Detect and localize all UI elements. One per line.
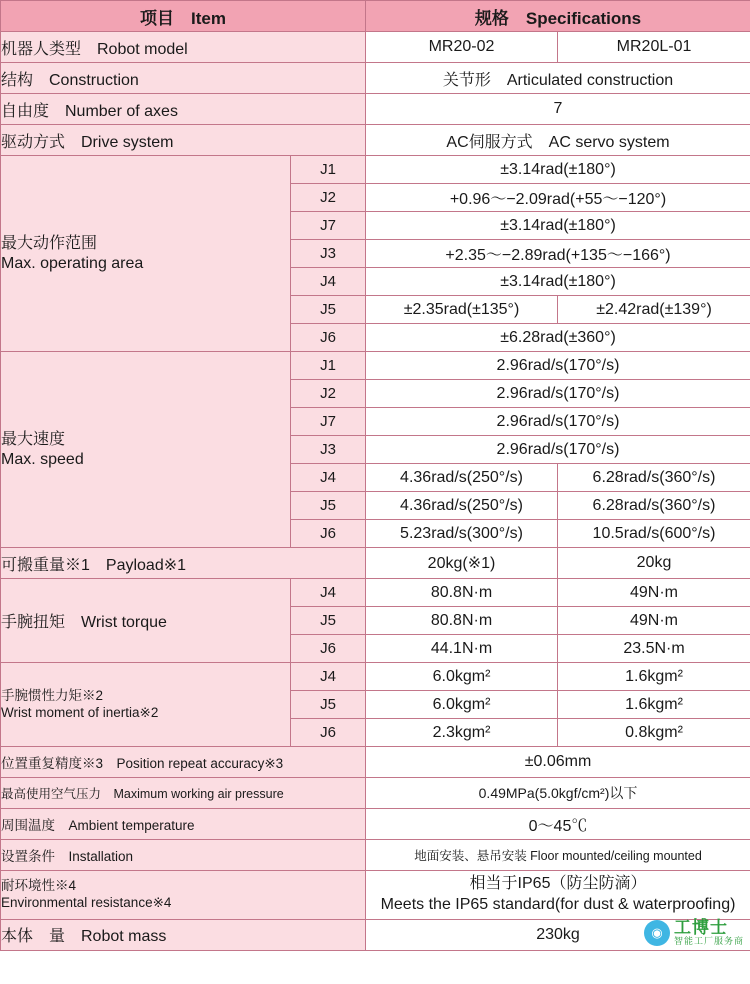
operating-area-value: ±3.14rad(±180°): [366, 268, 750, 296]
row-label-robot-mass: 本体 量 Robot mass: [1, 919, 366, 950]
wrist-inertia-label-en: Wrist moment of inertia※2: [1, 704, 159, 720]
wrist-torque-col1: 44.1N·m: [366, 635, 558, 663]
row-label-wrist-torque: 手腕扭矩 Wrist torque: [1, 579, 291, 663]
table-row: [1, 840, 750, 871]
axis-label: J5: [291, 296, 366, 324]
table-row: [1, 919, 750, 950]
max-working-air-pressure-value: 0.49MPa(5.0kgf/cm²)以下: [366, 778, 750, 809]
operating-area-value: ±6.28rad(±360°): [366, 324, 750, 352]
max-speed-value-col1: 5.23rad/s(300°/s): [366, 520, 558, 548]
axis-label: J4: [291, 579, 366, 607]
axis-label: J7: [291, 408, 366, 436]
max-speed-value-col1: 4.36rad/s(250°/s): [366, 492, 558, 520]
table-row: [1, 809, 750, 840]
axis-label: J4: [291, 663, 366, 691]
number-of-axes-value: 7: [366, 94, 750, 125]
payload-col2: 20kg: [558, 548, 750, 579]
axis-label: J4: [291, 464, 366, 492]
max-speed-label-en: Max. speed: [1, 450, 84, 468]
robot-icon: ◉: [644, 920, 670, 946]
axis-label: J4: [291, 268, 366, 296]
operating-area-value: ±3.14rad(±180°): [366, 156, 750, 184]
position-repeat-accuracy-value: ±0.06mm: [366, 747, 750, 778]
row-label-robot-model: 机器人类型 Robot model: [1, 32, 366, 63]
axis-label: J3: [291, 436, 366, 464]
installation-value: 地面安装、悬吊安装 Floor mounted/ceiling mounted: [366, 840, 750, 871]
row-label-ambient-temperature: 周围温度 Ambient temperature: [1, 809, 366, 840]
wrist-inertia-col1: 6.0kgm²: [366, 663, 558, 691]
environmental-resistance-value-en: Meets the IP65 standard(for dust & waterproofing): [380, 895, 736, 913]
max-speed-value: 2.96rad/s(170°/s): [366, 352, 750, 380]
max-speed-label-cn: 最大速度: [1, 430, 66, 448]
header-specifications: 规格 Specifications: [366, 1, 750, 32]
row-label-max-operating-area: [1, 156, 291, 352]
axis-label: J6: [291, 324, 366, 352]
environmental-resistance-value-cn: 相当于IP65（防尘防滴）: [469, 875, 647, 892]
wrist-inertia-label-cn: 手腕惯性力矩※2: [1, 687, 104, 703]
ambient-temperature-value: 0～45℃: [366, 809, 750, 840]
environmental-resistance-label-cn: 耐环境性※4: [1, 877, 77, 893]
watermark-main: 工博士: [673, 918, 728, 938]
wrist-torque-col2: 23.5N·m: [558, 635, 750, 663]
wrist-inertia-col2: 1.6kgm²: [558, 663, 750, 691]
table-row: [1, 32, 750, 63]
max-speed-value-col2: 10.5rad/s(600°/s): [558, 520, 750, 548]
operating-area-value: +0.96～−2.09rad(+55～−120°): [366, 184, 750, 212]
max-speed-value-col2: 6.28rad/s(360°/s): [558, 464, 750, 492]
table-row: [1, 125, 750, 156]
axis-label: J5: [291, 691, 366, 719]
wrist-torque-col1: 80.8N·m: [366, 607, 558, 635]
axis-label: J6: [291, 520, 366, 548]
wrist-inertia-col2: 1.6kgm²: [558, 691, 750, 719]
operating-area-value-col2: ±2.42rad(±139°): [558, 296, 750, 324]
payload-col1: 20kg(※1): [366, 548, 558, 579]
row-label-environmental-resistance: [1, 871, 366, 920]
table-row: [1, 871, 750, 920]
wrist-torque-col1: 80.8N·m: [366, 579, 558, 607]
max-speed-value-col1: 4.36rad/s(250°/s): [366, 464, 558, 492]
table-row: [1, 63, 750, 94]
wrist-inertia-col1: 2.3kgm²: [366, 719, 558, 747]
row-label-number-of-axes: 自由度 Number of axes: [1, 94, 366, 125]
drive-system-value: AC伺服方式 AC servo system: [366, 125, 750, 156]
operating-area-value: ±3.14rad(±180°): [366, 212, 750, 240]
operating-area-value-col1: ±2.35rad(±135°): [366, 296, 558, 324]
row-label-payload: 可搬重量※1 Payload※1: [1, 548, 366, 579]
max-speed-value-col2: 6.28rad/s(360°/s): [558, 492, 750, 520]
wrist-torque-col2: 49N·m: [558, 579, 750, 607]
axis-label: J1: [291, 156, 366, 184]
axis-label: J1: [291, 352, 366, 380]
max-speed-value: 2.96rad/s(170°/s): [366, 380, 750, 408]
robot-model-col2: MR20L-01: [558, 32, 750, 63]
axis-label: J2: [291, 184, 366, 212]
row-label-installation: 设置条件 Installation: [1, 840, 366, 871]
table-row: [1, 747, 750, 778]
axis-label: J7: [291, 212, 366, 240]
row-label-max-working-air-pressure: 最高使用空气压力 Maximum working air pressure: [1, 778, 366, 809]
row-label-max-speed: [1, 352, 291, 548]
construction-value: 关节形 Articulated construction: [366, 63, 750, 94]
max-speed-value: 2.96rad/s(170°/s): [366, 436, 750, 464]
row-label-position-repeat-accuracy: 位置重复精度※3 Position repeat accuracy※3: [1, 747, 366, 778]
max-speed-value: 2.96rad/s(170°/s): [366, 408, 750, 436]
table-row: [1, 663, 750, 691]
table-row: [1, 579, 750, 607]
wrist-inertia-col1: 6.0kgm²: [366, 691, 558, 719]
row-label-drive-system: 驱动方式 Drive system: [1, 125, 366, 156]
table-header-row: [1, 1, 750, 32]
axis-label: J5: [291, 492, 366, 520]
operating-area-value: +2.35～−2.89rad(+135～−166°): [366, 240, 750, 268]
max-operating-area-label-cn: 最大动作范围: [1, 234, 98, 252]
table-row: [1, 548, 750, 579]
table-row: [1, 156, 750, 184]
axis-label: J6: [291, 635, 366, 663]
axis-label: J6: [291, 719, 366, 747]
axis-label: J3: [291, 240, 366, 268]
header-item: 项目 Item: [1, 1, 366, 32]
row-label-construction: 结构 Construction: [1, 63, 366, 94]
axis-label: J5: [291, 607, 366, 635]
wrist-torque-col2: 49N·m: [558, 607, 750, 635]
environmental-resistance-value: [366, 871, 750, 920]
table-row: [1, 94, 750, 125]
axis-label: J2: [291, 380, 366, 408]
wrist-inertia-col2: 0.8kgm²: [558, 719, 750, 747]
robot-model-col1: MR20-02: [366, 32, 558, 63]
table-row: [1, 352, 750, 380]
max-operating-area-label-en: Max. operating area: [1, 254, 144, 272]
watermark-sub: 智能工厂服务商: [673, 936, 744, 947]
robot-mass-value: 230kg: [366, 919, 750, 950]
row-label-wrist-moment-of-inertia: [1, 663, 291, 747]
table-row: [1, 778, 750, 809]
environmental-resistance-label-en: Environmental resistance※4: [1, 894, 172, 910]
